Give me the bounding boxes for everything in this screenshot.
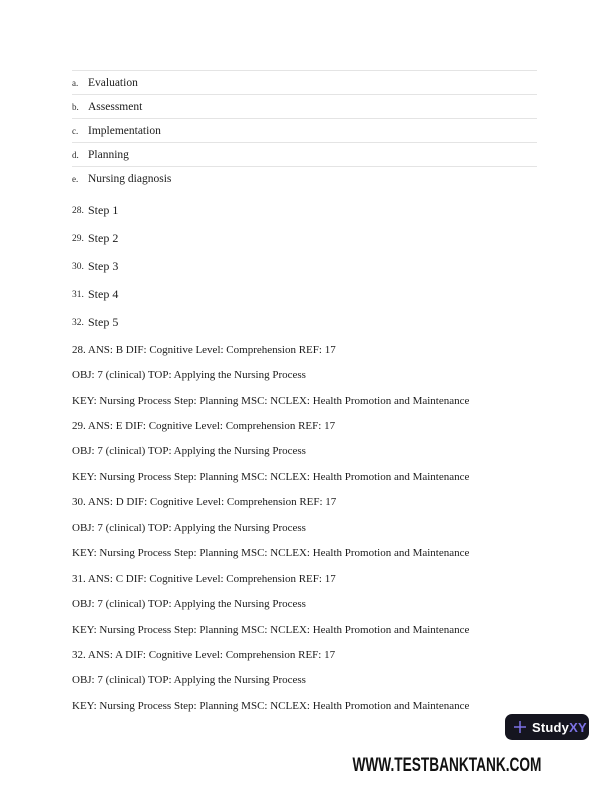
option-letter: b. [72,101,79,112]
question-row-28 [72,197,118,225]
answer-line: 32. ANS: A DIF: Cognitive Level: Comprehension REF: 17 [72,648,336,661]
question-number: 30. [72,261,84,272]
question-number: 32. [72,317,84,328]
question-row-32 [72,309,118,337]
option-letter: a. [72,77,79,88]
question-row-30 [72,253,118,281]
brand-primary: Study [532,719,570,735]
answer-key-section [72,337,562,719]
option-text: Evaluation [88,76,138,89]
question-number: 28. [72,205,84,216]
answer-line: 28. ANS: B DIF: Cognitive Level: Comprehension REF: 17 [72,343,336,356]
question-row-31 [72,281,118,309]
option-text: Assessment [88,100,143,113]
option-letter: e. [72,173,79,184]
question-text: Step 5 [88,315,119,329]
answer-line: 30. ANS: D DIF: Cognitive Level: Comprehension REF: 17 [72,496,337,509]
option-letter: c. [72,125,79,136]
answer-line: OBJ: 7 (clinical) TOP: Applying the Nursing Process [72,674,306,687]
answer-line: OBJ: 7 (clinical) TOP: Applying the Nursing Process [72,598,306,611]
answer-line: OBJ: 7 (clinical) TOP: Applying the Nursing Process [72,521,306,534]
option-text: Implementation [88,124,161,137]
answer-line: 29. ANS: E DIF: Cognitive Level: Comprehension REF: 17 [72,420,336,433]
plus-icon [513,720,527,734]
option-text: Planning [88,148,129,161]
answer-options-list [72,70,537,190]
option-row-d [72,142,537,166]
question-number: 29. [72,233,84,244]
answer-line: KEY: Nursing Process Step: Planning MSC: NCLEX: Health Promotion and Maintenance [72,470,470,483]
answer-line: KEY: Nursing Process Step: Planning MSC: NCLEX: Health Promotion and Maintenance [72,394,470,407]
question-number: 31. [72,289,84,300]
option-text: Nursing diagnosis [88,172,172,185]
answer-line: OBJ: 7 (clinical) TOP: Applying the Nursing Process [72,445,306,458]
question-text: Step 1 [88,203,119,218]
question-text: Step 3 [88,259,119,274]
option-row-e [72,166,537,190]
questions-list [72,197,118,336]
answer-line: OBJ: 7 (clinical) TOP: Applying the Nursing Process [72,369,306,382]
answer-line: KEY: Nursing Process Step: Planning MSC: NCLEX: Health Promotion and Maintenance [72,623,470,636]
option-row-c [72,118,537,142]
option-row-b [72,94,537,118]
answer-line: KEY: Nursing Process Step: Planning MSC: NCLEX: Health Promotion and Maintenance [72,547,470,560]
website-url[interactable]: WWW.TESTBANKTANK.COM [352,755,541,776]
answer-line: KEY: Nursing Process Step: Planning MSC: NCLEX: Health Promotion and Maintenance [72,699,470,712]
question-text: Step 4 [88,287,119,302]
option-letter: d. [72,149,79,160]
question-text: Step 2 [88,231,119,246]
question-row-29 [72,225,118,253]
studyxy-logo[interactable] [505,714,589,740]
option-row-a [72,70,537,94]
brand-wordmark [532,720,587,735]
brand-accent: XY [569,719,587,735]
answer-line: 31. ANS: C DIF: Cognitive Level: Comprehension REF: 17 [72,572,336,585]
